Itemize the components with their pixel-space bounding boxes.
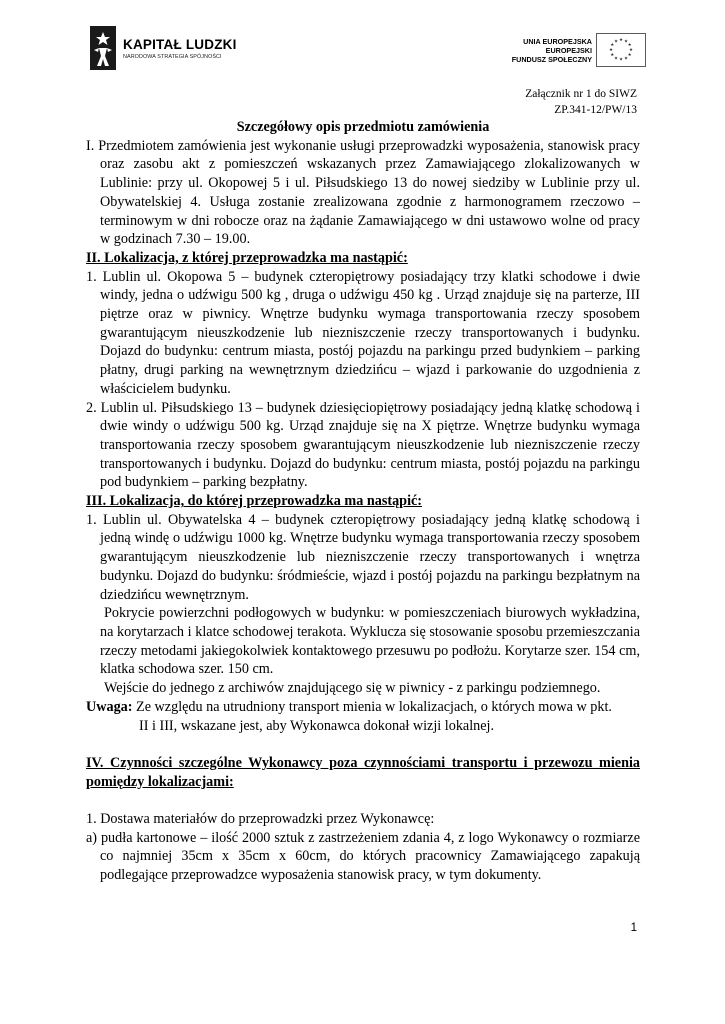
svg-text:★: ★ xyxy=(618,38,624,43)
svg-text:★: ★ xyxy=(628,47,634,53)
kapital-ludzki-title: KAPITAŁ LUDZKI xyxy=(123,37,237,52)
eu-flag-icon xyxy=(596,33,646,67)
section-1-text: I. Przedmiotem zamówienia jest wykonanie usługi przeprowadzki wyposażenia, stanowisk pracy oraz zasobu akt z pomieszczeń wskazanych przez Zamawiającego zlokalizowanych w Lublinie: przy ul. Okopowej 5 i ul. Piłsudskiego 13 do nowej siedziby w Lublinie przy ul. Obywatelskiej 4. Usługa zostanie zrealizowana zgodnie z harmonogramem rzeczowo – terminowym w dni robocze oraz na żądanie Zamawiającego w dni ustawowo wolne od pracy w godzinach 7.30 – 19.00. xyxy=(86,137,640,248)
svg-text:★: ★ xyxy=(623,39,629,45)
page-title: Szczegółowy opis przedmiotu zamówienia xyxy=(236,119,490,135)
section-3-item-1: 1. Lublin ul. Obywatelska 4 – budynek czteropiętrowy posiadający jedną klatkę schodową i jedną windę o udźwigu 1000 kg. Wnętrze budynku wymaga transportowania rzeczy sposobem gwarantującym nieuszkodzenie lub niezniszczenie rzeczy transportowanych i wnętrza budynku. Dojazd do budynku: śródmieście, wjazd i postój pojazdu na parkingu bezpłatnym na dziedzińcu wewnętrznym. xyxy=(86,511,640,603)
section-3-archive-info: Wejście do jednego z archiwów znajdującego się w piwnicy - z parkingu podziemnego. xyxy=(104,680,601,697)
svg-text:★: ★ xyxy=(613,56,619,62)
svg-text:★: ★ xyxy=(610,42,615,48)
svg-text:★: ★ xyxy=(608,47,614,53)
svg-text:★: ★ xyxy=(627,42,632,48)
section-4-item-1a: a) pudła kartonowe – ilość 2000 sztuk z zastrzeżeniem zdania 4, z logo Wykonawcy o rozmiarze co najmniej 35cm x 35cm x 60cm, do których pracownicy Zamawiającego zapakują podlegające przeprowadzce wyposażenia stanowisk pracy, w tym dokumenty. xyxy=(86,829,640,884)
kapital-ludzki-logo xyxy=(90,26,260,70)
case-number: ZP.341-12/PW/13 xyxy=(554,104,637,116)
page-number: 1 xyxy=(630,922,637,934)
section-3-heading: III. Lokalizacja, do której przeprowadzka ma nastąpić: xyxy=(86,493,423,510)
uwaga-label: Uwaga: xyxy=(86,698,133,715)
svg-text:★: ★ xyxy=(623,56,629,62)
section-4-heading: IV. Czynności szczególne Wykonawcy poza czynnościami transportu i przewozu mienia pomiędzy lokalizacjami: xyxy=(86,754,640,790)
eu-logo-text: UNIA EUROPEJSKA EUROPEJSKI FUNDUSZ SPOŁECZNY xyxy=(511,37,592,64)
uwaga-text-line-1: Ze względu na utrudniony transport mienia w lokalizacjach, o których mowa w pkt. xyxy=(136,698,612,715)
kapital-ludzki-emblem-icon xyxy=(90,26,116,70)
section-4-item-1: 1. Dostawa materiałów do przeprowadzki przez Wykonawcę: xyxy=(86,810,435,827)
section-2-item-2: 2. Lublin ul. Piłsudskiego 13 – budynek dziesięciopiętrowy posiadający jedną klatkę schodową i dwie windy o udźwigu 500 kg. Urząd znajduje się na X piętrze. Wnętrze budynku wymaga transportowania rzeczy sposobem gwarantującym nieuszkodzenie lub niezniszczenie rzeczy transportowanych i budynku. Dojazd do budynku: centrum miasta, postój pojazdu na parkingu pod budynkiem – parking bezpłatny. xyxy=(86,399,640,491)
attachment-reference: Załącznik nr 1 do SIWZ xyxy=(525,88,637,100)
section-2-heading: II. Lokalizacja, z której przeprowadzka ma nastąpić: xyxy=(86,249,408,266)
svg-text:★: ★ xyxy=(613,39,619,45)
section-2-item-1: 1. Lublin ul. Okopowa 5 – budynek czteropiętrowy posiadający trzy klatki schodowe i dwie windy, jedna o udźwigu 500 kg , druga o udźwigu 450 kg . Urząd znajduje się na parterze, III piętrze oraz w piwnicy. Wnętrze budynku wymaga transportowania rzeczy sposobem gwarantującym nieuszkodzenie lub niezniszczenie rzeczy transportowanych i budynku. Dojazd do budynku: centrum miasta, postój pojazdu na parkingu przed budynkiem – parking płatny, drugi parking na wewnętrznym dziedzińcu – wjazd i parkowanie do uzgodnienia z właścicielem budynku. xyxy=(86,268,640,397)
svg-text:★: ★ xyxy=(618,57,624,63)
section-3-floor-info: Pokrycie powierzchni podłogowych w budynku: w pomieszczeniach biurowych wykładzina, na korytarzach i klatce schodowej terakota. Wyklucza się stosowanie sposobu przemieszczania rzeczy metodami jakiegokolwiek kontaktowego przesuwu po podłożu. Korytarze szer. 154 cm, klatka schodowa szer. 150 cm. xyxy=(100,605,640,678)
document-body xyxy=(86,118,640,885)
uwaga-text-line-2: II i III, wskazane jest, aby Wykonawca dokonał wizji lokalnej. xyxy=(139,717,495,734)
kapital-ludzki-subtitle: NARODOWA STRATEGIA SPÓJNOŚCI xyxy=(123,54,222,60)
eu-logo xyxy=(480,33,650,69)
svg-text:★: ★ xyxy=(627,52,632,58)
svg-text:★: ★ xyxy=(610,52,615,58)
uwaga-note xyxy=(86,698,640,717)
